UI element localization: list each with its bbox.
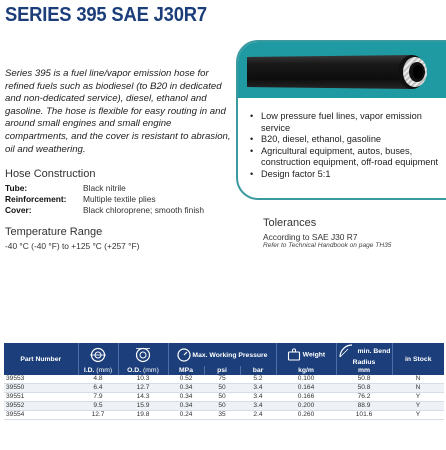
cell-psi: 75: [204, 375, 240, 384]
subheader-id: [78, 366, 118, 375]
header-in-stock: in Stock: [392, 343, 444, 375]
application-item: • B20, diesel, ethanol, gasoline: [250, 134, 444, 146]
hose-image: [247, 43, 446, 101]
table-row: [4, 402, 444, 411]
bend-radius-icon: [338, 343, 356, 359]
weight-icon: [287, 348, 301, 361]
page-title: SERIES 395 SAE J30R7: [5, 4, 207, 26]
cell-bar: 3.4: [240, 402, 276, 411]
cell-mm: 76.2: [336, 393, 392, 402]
header-max-pressure: [168, 343, 276, 366]
tolerances-heading: Tolerances: [263, 217, 317, 229]
outer-diameter-icon: [134, 347, 152, 363]
cell-mpa: 0.34: [168, 393, 204, 402]
cell-psi: 50: [204, 393, 240, 402]
tolerances-standard: According to SAE J30 R7: [263, 232, 358, 242]
cell-bar: 3.4: [240, 384, 276, 393]
header-weight: [276, 343, 336, 366]
header-weight-label: Weight: [302, 351, 326, 359]
subheader-psi: psi: [204, 366, 240, 375]
construction-value: Multiple textile plies: [83, 194, 156, 204]
cell-bar: 2.4: [240, 411, 276, 420]
subheader-mpa: MPa: [168, 366, 204, 375]
cell-psi: 35: [204, 411, 240, 420]
cell-mm: 50.8: [336, 375, 392, 384]
cell-part: 39551: [4, 393, 78, 402]
table-row: [4, 411, 444, 420]
cell-mpa: 0.34: [168, 402, 204, 411]
table-row: [4, 393, 444, 402]
header-bend-radius: [336, 343, 392, 366]
table-row: [4, 384, 444, 393]
cell-od: 12.7: [118, 384, 168, 393]
cell-stock: Y: [392, 411, 444, 420]
temperature-value: -40 °C (-40 °F) to +125 °C (+257 °F): [5, 241, 140, 251]
construction-label: Cover:: [5, 205, 32, 215]
header-part-number: Part Number: [4, 343, 78, 375]
cell-part: 39552: [4, 402, 78, 411]
cell-mpa: 0.52: [168, 375, 204, 384]
spec-table: [4, 343, 444, 420]
cell-mpa: 0.24: [168, 411, 204, 420]
subheader-id-label: I.D.: [83, 367, 95, 374]
cell-mpa: 0.34: [168, 384, 204, 393]
cell-id: 9.5: [78, 402, 118, 411]
construction-label: Tube:: [5, 183, 28, 193]
cell-stock: N: [392, 384, 444, 393]
cell-kgm: 0.164: [276, 384, 336, 393]
cell-kgm: 0.260: [276, 411, 336, 420]
cell-od: 14.3: [118, 393, 168, 402]
header-max-pressure-label: Max. Working Pressure: [192, 351, 268, 359]
header-od-icon-cell: [118, 343, 168, 366]
application-item: • Design factor 5:1: [250, 169, 444, 181]
cell-kgm: 0.100: [276, 375, 336, 384]
cell-mm: 50.8: [336, 384, 392, 393]
cell-od: 10.3: [118, 375, 168, 384]
cell-stock: Y: [392, 402, 444, 411]
subheader-kgm: kg/m: [276, 366, 336, 375]
cell-part: 39554: [4, 411, 78, 420]
cell-bar: 3.4: [240, 393, 276, 402]
cell-id: 12.7: [78, 411, 118, 420]
cell-psi: 50: [204, 384, 240, 393]
cell-part: 39550: [4, 384, 78, 393]
subheader-od-label: O.D.: [127, 367, 142, 374]
subheader-id-unit: (mm): [96, 367, 113, 374]
cell-od: 15.9: [118, 402, 168, 411]
table-row: [4, 375, 444, 384]
header-bend-radius-label: min. Bend Radius: [352, 347, 391, 366]
cell-kgm: 0.200: [276, 402, 336, 411]
cell-id: 4.8: [78, 375, 118, 384]
pressure-gauge-icon: [177, 348, 191, 362]
cell-od: 19.8: [118, 411, 168, 420]
header-id-icon-cell: [78, 343, 118, 366]
construction-heading: Hose Construction: [5, 168, 96, 180]
product-description: Series 395 is a fuel line/vapor emission hose for refined fuels such as biodiesel (to B20 in dedicated and non-dedicated service), diesel, ethanol and gasoline. The hose is flexible for easy routing in and around small engines and small engine compartments, and the cover is resistant to abrasion, oil and weathering.: [5, 68, 231, 155]
subheader-od: [118, 366, 168, 375]
tolerances-reference: Refer to Technical Handbook on page TH35: [263, 242, 392, 249]
temperature-heading: Temperature Range: [5, 226, 103, 238]
subheader-od-unit: (mm): [143, 367, 159, 374]
cell-id: 6.4: [78, 384, 118, 393]
cell-bar: 5.2: [240, 375, 276, 384]
construction-label: Reinforcement:: [5, 194, 67, 204]
application-item: • Low pressure fuel lines, vapor emission service: [250, 111, 444, 134]
construction-value: Black chloroprene; smooth finish: [83, 205, 205, 215]
application-item: • Agricultural equipment, autos, buses, construction equipment, off-road equipment: [250, 146, 444, 169]
cell-part: 39553: [4, 375, 78, 384]
cell-kgm: 0.166: [276, 393, 336, 402]
cell-mm: 101.6: [336, 411, 392, 420]
cell-stock: N: [392, 375, 444, 384]
application-list: [250, 111, 444, 180]
cell-stock: Y: [392, 393, 444, 402]
subheader-mm: mm: [336, 366, 392, 375]
cell-id: 7.9: [78, 393, 118, 402]
cell-psi: 50: [204, 402, 240, 411]
inner-diameter-icon: [89, 347, 107, 363]
cell-mm: 88.9: [336, 402, 392, 411]
table-header-row: [4, 343, 444, 366]
construction-value: Black nitrile: [83, 183, 126, 193]
subheader-bar: bar: [240, 366, 276, 375]
